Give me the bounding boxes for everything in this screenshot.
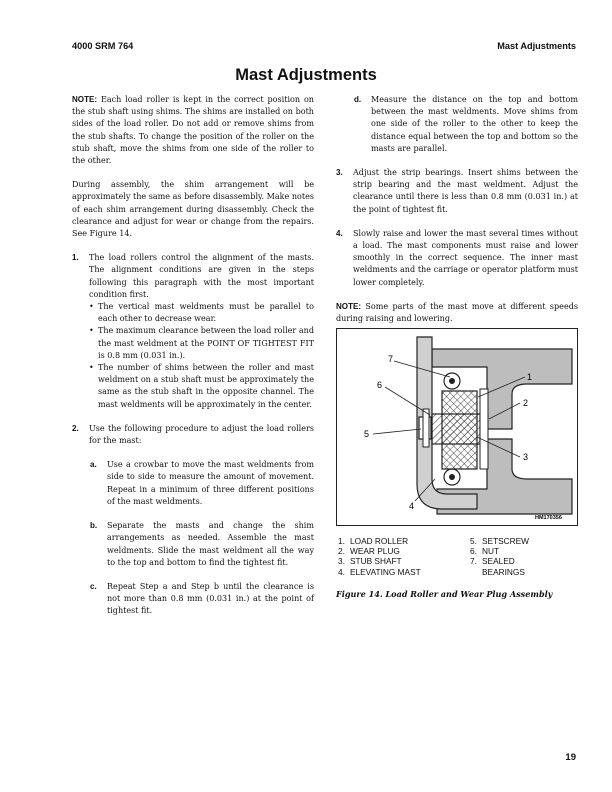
page-title: Mast Adjustments: [235, 66, 377, 84]
substep-c: [72, 581, 314, 618]
page-number: 19: [565, 752, 576, 763]
figure-14-diagram: [336, 328, 578, 526]
step-text: The load rollers control the alignment of the masts. The alignment conditions are given in the steps following this paragraph with the most important condition first.: [89, 253, 314, 299]
substep-letter: b.: [90, 521, 98, 531]
legend-item: 4. ELEVATING MAST: [338, 566, 421, 577]
legend-column-1: [338, 536, 421, 577]
substep-letter: d.: [354, 95, 362, 104]
assembly-paragraph: During assembly, the shim arrangement will be approximately the same as before disassembly. Make notes of each shim arrangement during disassembly. Check the clearance and adjust for wear or change from the repairs. See Figure 14.: [72, 180, 315, 239]
note-paragraph: [72, 94, 314, 167]
note-text: Each load roller is kept in the correct position on the stub shaft using shims. The shims are installed on both sides of the load roller. Do not add or remove shims from the stub shafts. To change the position of the roller on the stub shaft, move the shims from one side of the roller to the other.: [72, 95, 314, 166]
header-section-title: Mast Adjustments: [497, 41, 576, 51]
legend-item: 6. NUT: [470, 546, 500, 557]
load-roller-assembly-drawing: [337, 329, 577, 525]
left-column: [72, 94, 314, 630]
substep-a: [72, 459, 314, 508]
substep-b: [72, 520, 314, 569]
substep-letter: a.: [90, 460, 97, 470]
bullet-item: • The number of shims between the roller and mast weldment on a stub shaft must be approximately the same as the stub shaft in the opposite channel. The mast weldments will be approximately in the center.: [89, 362, 314, 411]
callout-7: 7: [388, 354, 394, 364]
figure-code: HM170356: [535, 515, 562, 521]
bullet-item: • The maximum clearance between the load roller and the mast weldment at the POINT OF TIGHTEST FIT is 0.8 mm (0.031 in.).: [89, 325, 314, 362]
callout-6: 6: [377, 380, 383, 390]
callout-4: 4: [409, 501, 415, 511]
step-number: 1.: [72, 253, 79, 263]
note-label: NOTE:: [336, 301, 362, 311]
legend-item: 3. STUB SHAFT: [338, 556, 402, 567]
bullet-item: • The vertical mast weldments must be parallel to each other to decrease wear.: [89, 301, 314, 325]
setscrew: [423, 409, 429, 447]
legend-item: 1. LOAD ROLLER: [338, 536, 409, 546]
note-paragraph-2: [336, 301, 578, 325]
step-2: [72, 423, 314, 447]
legend-item: 5. SETSCREW: [470, 536, 530, 546]
substep-text: Separate the masts and change the shim arrangements as needed. Assemble the mast weldments. Slide the mast weldment all the way to the top and bottom to find the tightest fit.: [107, 521, 314, 567]
callout-5: 5: [364, 429, 370, 439]
substep-letter: c.: [90, 581, 97, 591]
callout-3: 3: [523, 452, 529, 462]
wear-plug: [480, 389, 488, 469]
substep-d: [336, 94, 578, 155]
substep-text: Measure the distance on the top and bottom between the mast weldments. Move shims from one side of the roller to the other to keep the distance equal between the top and bottom so the masts are parallel.: [371, 95, 578, 153]
step-text: Adjust the strip bearings. Insert shims between the strip bearing and the mast weldment. Adjust the clearance until there is less than 0.8 mm (0.031 in.) at the point of tightest fit.: [353, 168, 578, 214]
substep-text: Use a crowbar to move the mast weldments from side to side to measure the amount of movement. Repeat in a minimum of three different positions of the mast weldments.: [107, 460, 314, 506]
step-3: [336, 167, 578, 216]
callout-2: 2: [523, 398, 529, 408]
legend-column-2: [470, 536, 542, 577]
note-text: Some parts of the mast move at different speeds during raising and lowering.: [336, 301, 578, 324]
stub-shaft: [432, 414, 480, 444]
step-number: 2.: [72, 423, 79, 433]
legend-item: 2. WEAR PLUG: [338, 546, 400, 557]
right-column: [336, 94, 578, 337]
step-text: Slowly raise and lower the mast several times without a load. The mast components must raise and lower smoothly in the correct sequence. The inner mast weldments and the carriage or operator platform must lower completely.: [353, 228, 578, 287]
step-text: Use the following procedure to adjust the load rollers for the mast:: [89, 423, 314, 446]
step-number: 4.: [336, 228, 343, 238]
header-doc-code: 4000 SRM 764: [72, 41, 134, 51]
note-label: NOTE:: [72, 95, 98, 104]
step-number: 3.: [336, 168, 343, 178]
figure-caption: Figure 14. Load Roller and Wear Plug Assembly: [336, 589, 553, 599]
substep-text: Repeat Step a and Step b until the clearance is not more than 0.8 mm (0.031 in.) at the point of tightest fit.: [107, 581, 314, 616]
step-1: [72, 252, 314, 411]
step-4: [336, 228, 578, 289]
callout-1: 1: [527, 372, 533, 382]
legend-item: 7. SEALED BEARINGS: [470, 556, 525, 577]
